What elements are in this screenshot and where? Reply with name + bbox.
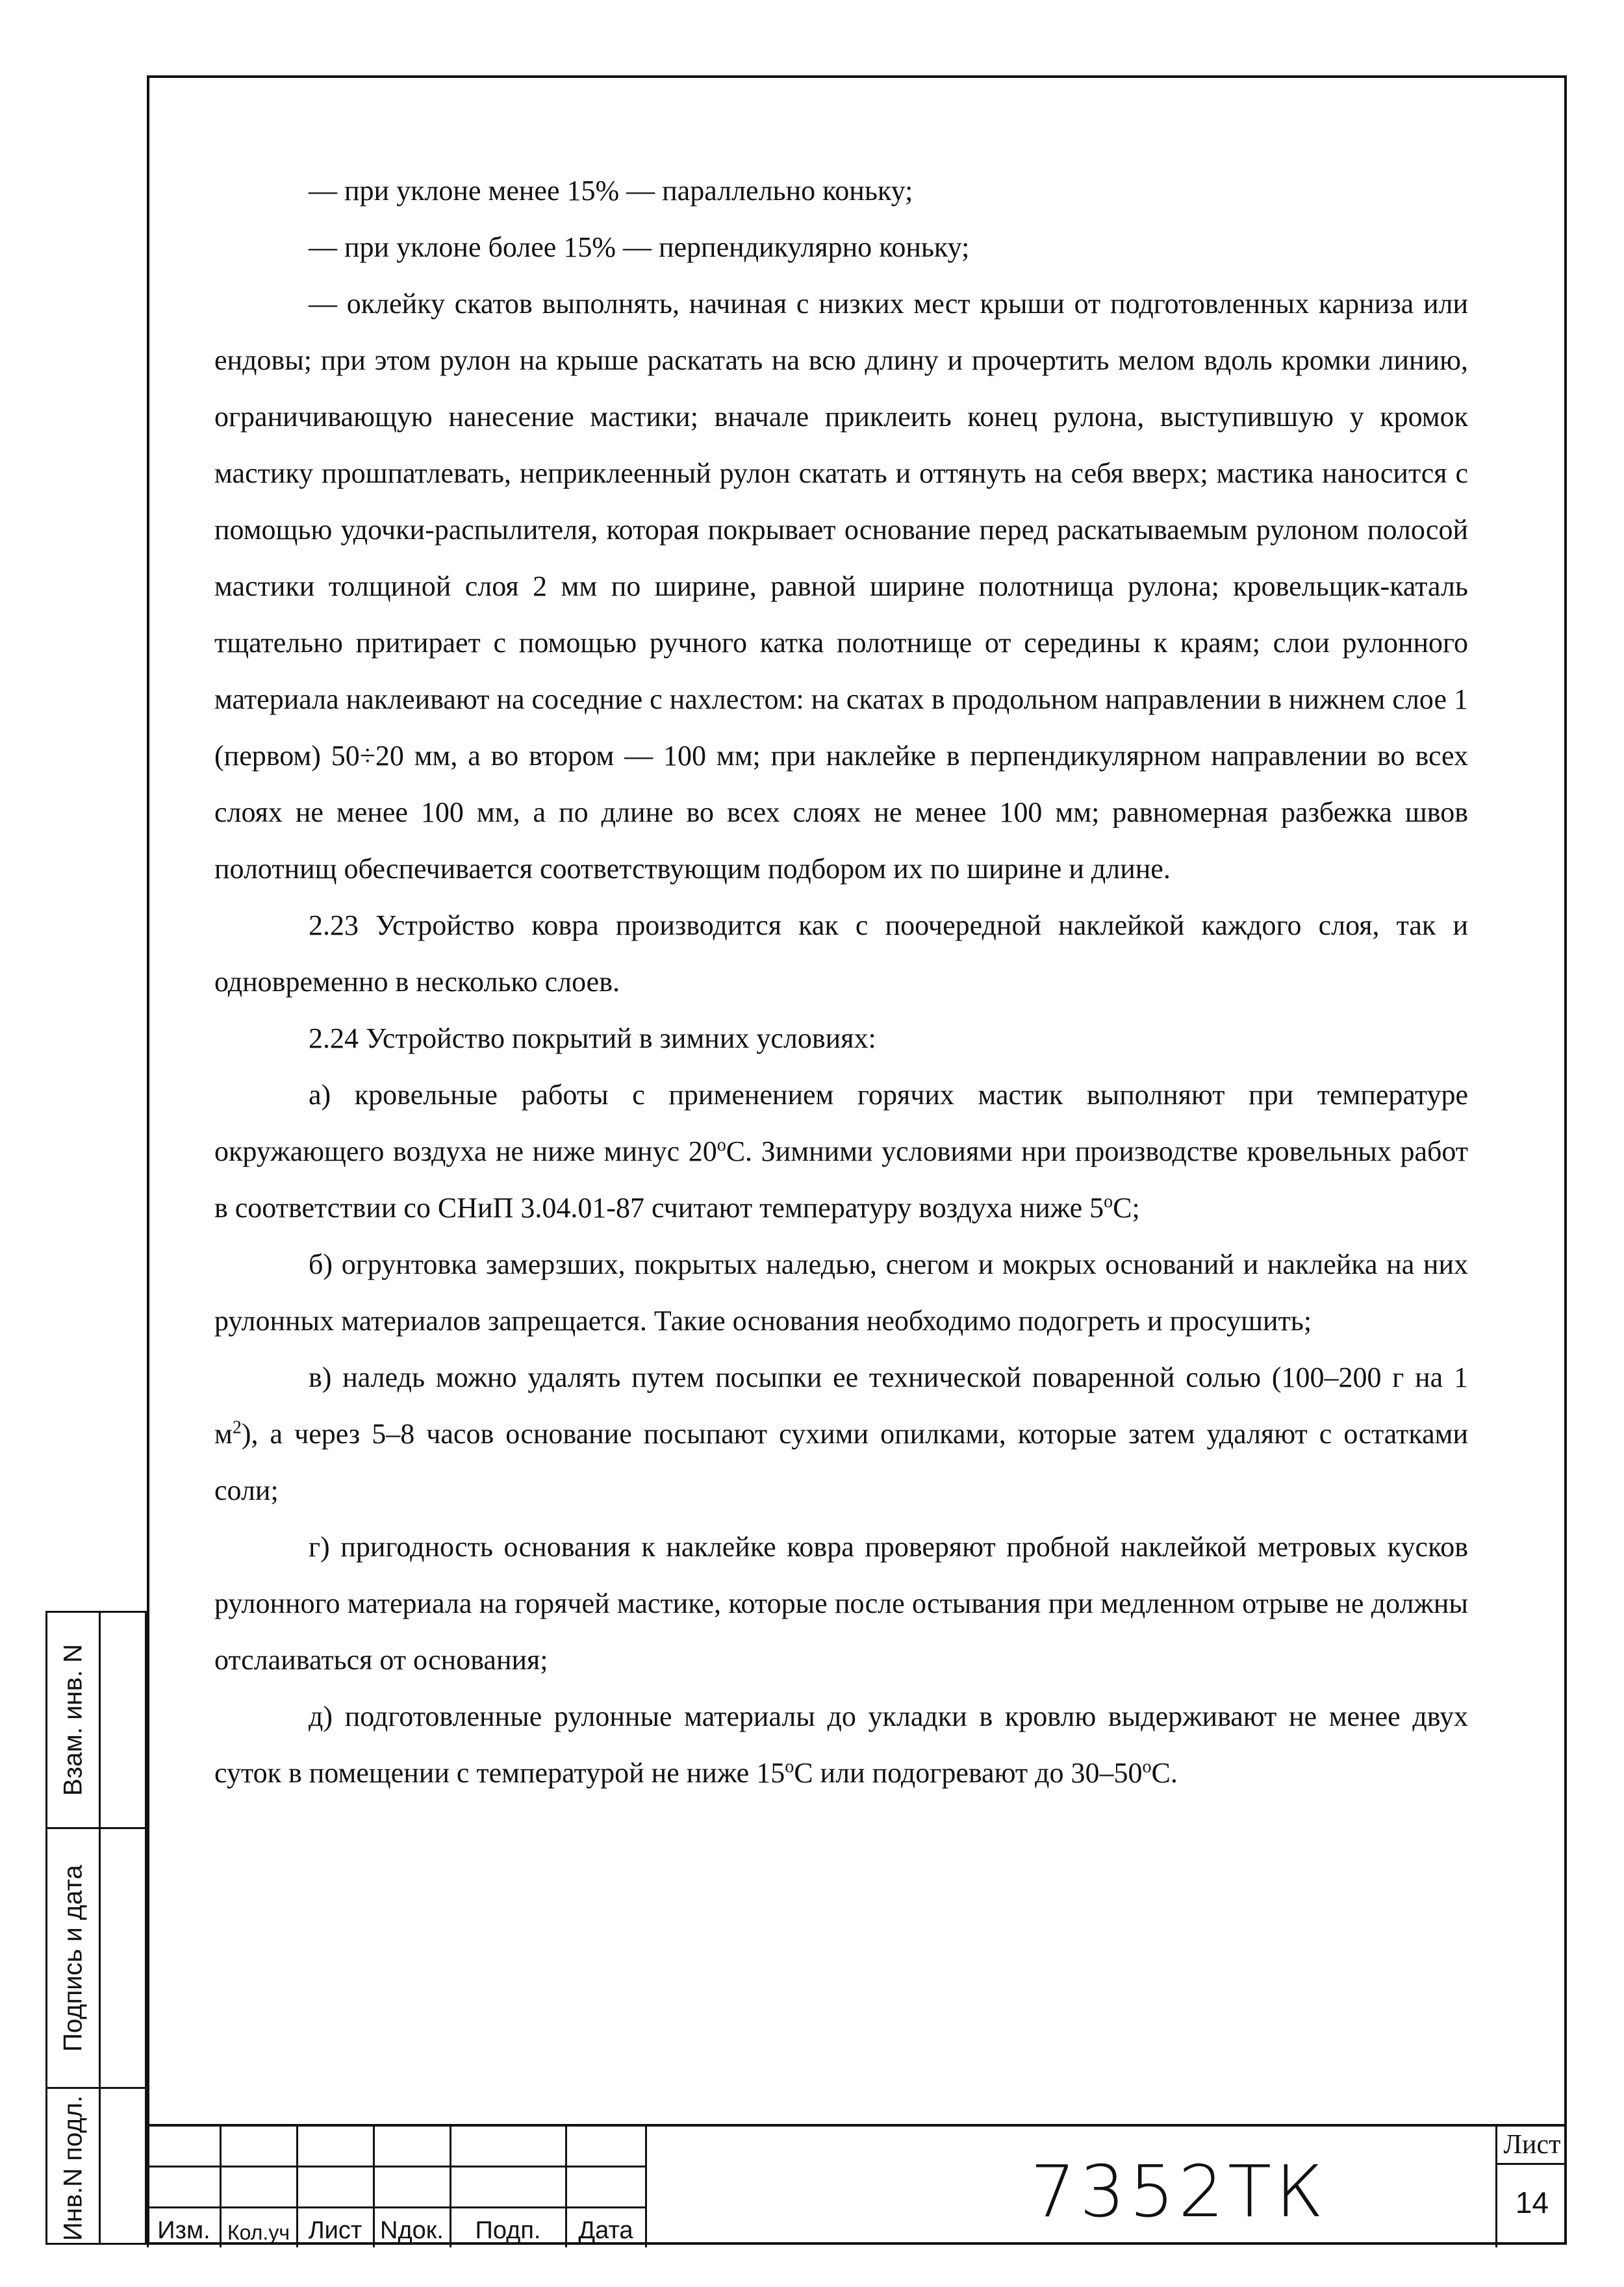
header-podp: Подп.: [475, 2217, 541, 2244]
paragraph: — при уклоне более 15% — перпендикулярно коньку;: [309, 231, 970, 263]
stamp-cell-inv: [47, 2087, 99, 2247]
document-code: 7352ТК: [1030, 2150, 1328, 2233]
body-text: [214, 162, 1468, 1801]
header-ndok: Nдок.: [380, 2217, 444, 2244]
sheet-box: [1495, 2127, 1567, 2247]
paragraph: — при уклоне менее 15% — параллельно коньку;: [309, 175, 913, 207]
title-block: [147, 2124, 1567, 2245]
stamp-cell-vzam: [47, 1613, 99, 1827]
sheet-number: 14: [1515, 2186, 1549, 2219]
stamp-inv-podl: Инв.N подл.: [58, 2095, 87, 2241]
stamp-strip: [45, 1611, 147, 2245]
paragraph: — оклейку скатов выполнять, начиная с низких мест крыши от подготовленных карниза или ендовы; при этом рулон на крыше раскатать на всю длину и прочертить мелом вдоль кромки линию, ограничивающую нанесение мастики; вначале приклеить конец рулона, выступившую у кромок мастику прошпатлевать, неприклеенный рулон скатать и оттянуть на себя вверх; мастика наносится с помощью удочки-распылителя, которая покрывает основание перед раскатываемым рулоном полосой мастики толщиной слоя 2 мм по ширине, равной ширине полотнища рулона; кровельщик-каталь тщательно притирает с помощью ручного катка полотнище от середины к краям; слои рулонного материала наклеивают на соседние с нахлестом: на скатах в продольном направлении в нижнем слое 1 (первом) 50÷20 мм, а во втором — 100 мм; при наклейке в перпендикулярном направлении во всех слоях не менее 100 мм, а по длине во всех слоях не менее 100 мм; равномерная разбежка швов полотнищ обеспечивается соответствующим подбором их по ширине и длине.: [214, 288, 1468, 885]
header-data: Дата: [578, 2217, 633, 2244]
paragraph: 2.24 Устройство покрытий в зимних условиях:: [309, 1022, 876, 1054]
stamp-label-column: [45, 1611, 101, 2245]
sheet-label: Лист: [1497, 2129, 1567, 2165]
stamp-podpis-data: Подпись и дата: [58, 1864, 87, 2052]
header-list: Лист: [308, 2217, 362, 2244]
header-izm: Изм.: [157, 2217, 210, 2244]
stamp-value-column: [99, 1611, 147, 2245]
header-kol-uch: Кол.уч: [227, 2221, 290, 2244]
paragraph: б) огрунтовка замерзших, покрытых наледью, снегом и мокрых оснований и наклейка на них рулонных материалов запрещается. Такие основания необходимо подогреть и просушить;: [214, 1248, 1468, 1337]
revision-grid: [147, 2127, 647, 2247]
paragraph: г) пригодность основания к наклейке ковра проверяют пробной наклейкой метровых кусков рулонного материала на горячей мастике, которые после остывания при медленном отрыве не должны отслаиваться от основания;: [214, 1531, 1468, 1676]
paragraph: в) наледь можно удалять путем посыпки ее технической поваренной солью (100–200 г на 1 $м^2$), а через 5–8 часов основание посыпают сухими опилками, которые затем удаляют с остатками соли;: [214, 1361, 1468, 1506]
paragraph: 2.23 Устройство ковра производится как с поочередной наклейкой каждого слоя, так и одновременно в несколько слоев.: [214, 909, 1468, 998]
paragraph: а) кровельные работы с применением горячих мастик выполняют при температуре окружающего воздуха не ниже минус 20$^o$С. Зимними условиями нри производстве кровельных работ в соответствии со СНиП 3.04.01-87 считают температуру воздуха ниже 5$^o$С;: [214, 1079, 1469, 1224]
stamp-vzam-inv: Взам. инв. N: [58, 1644, 87, 1796]
paragraph: д) подготовленные рулонные материалы до укладки в кровлю выдерживают не менее двух суток в помещении с температурой не ниже 15$^o$С или подогревают до 30–50$^o$С.: [214, 1700, 1468, 1789]
stamp-cell-podpis: [47, 1827, 99, 2087]
